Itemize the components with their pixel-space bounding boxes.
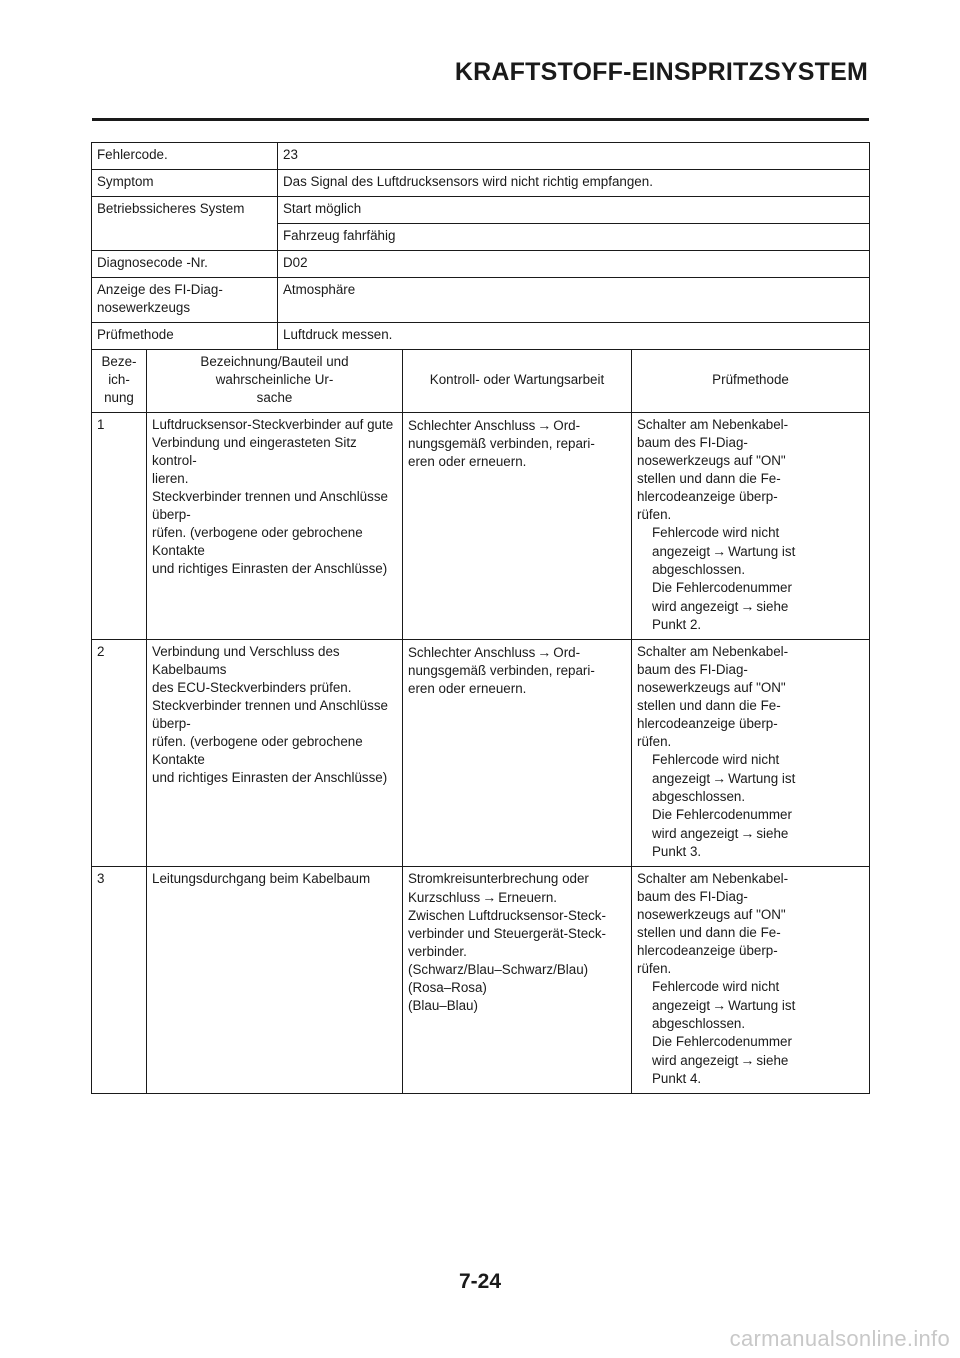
method-case-fault (637, 579, 864, 634)
step-row (92, 640, 870, 867)
arrow-icon: → (712, 997, 727, 1013)
diagnosis-table (91, 142, 870, 1094)
info-row (92, 251, 870, 278)
action-remedy: Ord- nungsgemäß verbinden, repari- eren oder erneuern. (408, 645, 595, 696)
column-header-row (92, 350, 870, 413)
info-label: Symptom (92, 170, 278, 197)
case-condition: Fehlercode wird nicht angezeigt (652, 979, 780, 1013)
step-cause: Verbindung und Verschluss des Kabelbaums des ECU-Steckverbinders prüfen. Steckverbinder trennen und Anschlüsse überp- rüfen. (verbogene oder gebrochene Kontakte und richtiges Einrasten der Anschlüsse) (147, 640, 403, 867)
method-case-fault (637, 806, 864, 861)
info-row (92, 197, 870, 224)
step-row (92, 867, 870, 1094)
method-intro: Schalter am Nebenkabel- baum des FI-Diag- nosewerkzeugs auf "ON" stellen und dann die Fe- hlercodeanzeige überp- rüfen. (637, 871, 789, 976)
case-condition: Die Fehlercodenummer wird angezeigt (652, 807, 792, 841)
case-result: Wartung ist abgeschlossen. (652, 544, 796, 577)
action-remedy: Erneuern. (498, 890, 557, 905)
column-header-cause: Bezeichnung/Bauteil und wahrscheinliche Ur- sache (147, 350, 403, 413)
info-label: Prüfmethode (92, 323, 278, 350)
watermark: carmanualsonline.info (729, 1326, 950, 1351)
method-case-ok (637, 524, 864, 579)
case-condition: Die Fehlercodenummer wird angezeigt (652, 1034, 792, 1068)
case-condition: Fehlercode wird nicht angezeigt (652, 752, 780, 786)
case-condition: Fehlercode wird nicht angezeigt (652, 525, 780, 559)
method-intro: Schalter am Nebenkabel- baum des FI-Diag- nosewerkzeugs auf "ON" stellen und dann die Fe- hlercodeanzeige überp- rüfen. (637, 417, 789, 522)
steps-body (92, 413, 870, 1094)
column-header-method: Prüfmethode (632, 350, 870, 413)
case-result: siehe Punkt 3. (652, 826, 789, 859)
action-detail: Zwischen Luftdrucksensor-Steck- verbinder und Steuergerät-Steck- verbinder. (Schwarz/Blau–Schwarz/Blau) (Rosa–Rosa) (Blau–Blau) (408, 908, 606, 1013)
method-case-ok (637, 751, 864, 806)
arrow-icon: → (537, 644, 552, 660)
steps-header (92, 350, 870, 413)
case-result: siehe Punkt 2. (652, 599, 789, 632)
step-method (632, 867, 870, 1094)
arrow-icon: → (740, 598, 755, 614)
info-value: Fahrzeug fahrfähig (278, 224, 870, 251)
page-title: KRAFTSTOFF-EINSPRITZSYSTEM (454, 58, 868, 86)
case-result: Wartung ist abgeschlossen. (652, 771, 796, 804)
step-action (403, 867, 632, 1094)
action-remedy: Ord- nungsgemäß verbinden, repari- eren oder erneuern. (408, 418, 595, 469)
column-header-action: Kontroll- oder Wartungsarbeit (403, 350, 632, 413)
column-header-num: Beze- ich- nung (92, 350, 147, 413)
arrow-icon: → (537, 417, 552, 433)
info-value: Luftdruck messen. (278, 323, 870, 350)
step-number: 2 (92, 640, 147, 867)
info-value: Das Signal des Luftdrucksensors wird nicht richtig empfangen. (278, 170, 870, 197)
step-number: 1 (92, 413, 147, 640)
step-method (632, 413, 870, 640)
case-condition: Die Fehlercodenummer wird angezeigt (652, 580, 792, 614)
method-intro: Schalter am Nebenkabel- baum des FI-Diag- nosewerkzeugs auf "ON" stellen und dann die Fe- hlercodeanzeige überp- rüfen. (637, 644, 789, 749)
action-condition: Schlechter Anschluss (408, 418, 536, 433)
info-value: D02 (278, 251, 870, 278)
arrow-icon: → (740, 825, 755, 841)
step-cause: Leitungsdurchgang beim Kabelbaum (147, 867, 403, 1094)
method-case-fault (637, 1033, 864, 1088)
info-row (92, 170, 870, 197)
arrow-icon: → (712, 543, 727, 559)
step-number: 3 (92, 867, 147, 1094)
info-label: Betriebssicheres System (92, 197, 278, 251)
action-condition: Stromkreisunterbrechung oder Kurzschluss (408, 871, 589, 905)
title-divider (92, 118, 869, 121)
step-action (403, 413, 632, 640)
case-result: Wartung ist abgeschlossen. (652, 998, 796, 1031)
info-label: Diagnosecode -Nr. (92, 251, 278, 278)
method-case-ok (637, 978, 864, 1033)
case-result: siehe Punkt 4. (652, 1053, 789, 1086)
info-row (92, 278, 870, 323)
step-cause: Luftdrucksensor-Steckverbinder auf gute Verbindung und eingerasteten Sitz kontrol- lieren. Steckverbinder trennen und Anschlüsse überp- rüfen. (verbogene oder gebrochene Kontakte und richtiges Einrasten der Anschlüsse) (147, 413, 403, 640)
info-value: Start möglich (278, 197, 870, 224)
info-row (92, 143, 870, 170)
info-label: Anzeige des FI-Diag- nosewerkzeugs (92, 278, 278, 323)
info-label: Fehlercode. (92, 143, 278, 170)
info-row (92, 323, 870, 350)
action-condition: Schlechter Anschluss (408, 645, 536, 660)
page-number: 7-24 (458, 1270, 502, 1293)
arrow-icon: → (712, 770, 727, 786)
arrow-icon: → (482, 889, 497, 905)
info-value: Atmosphäre (278, 278, 870, 323)
step-action (403, 640, 632, 867)
info-value: 23 (278, 143, 870, 170)
info-section (92, 143, 870, 350)
arrow-icon: → (740, 1052, 755, 1068)
step-row (92, 413, 870, 640)
step-method (632, 640, 870, 867)
